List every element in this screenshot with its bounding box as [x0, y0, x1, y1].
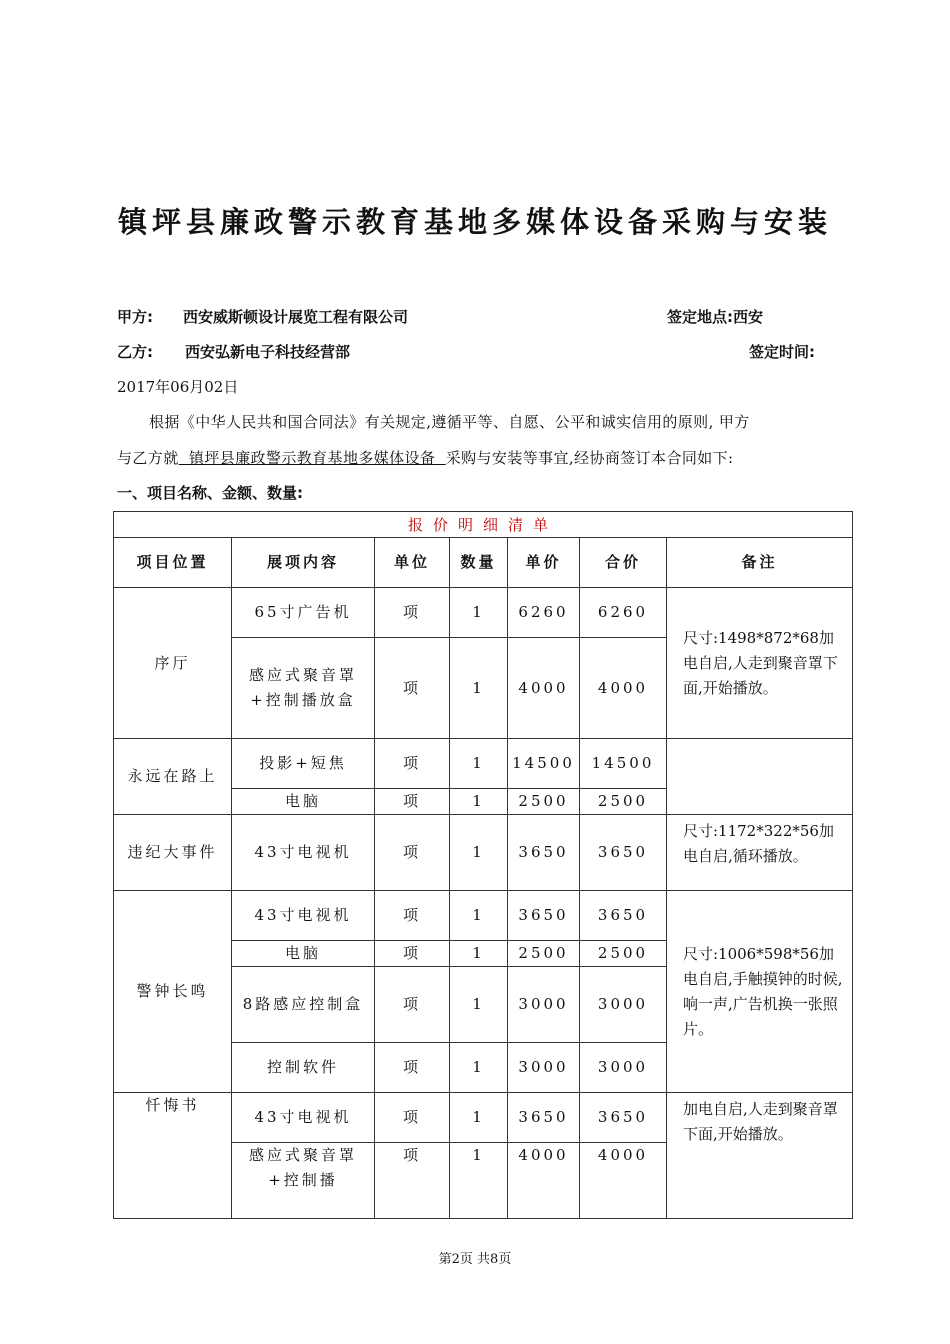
intro-project-name: 镇坪县廉政警示教育基地多媒体设备 — [178, 449, 446, 467]
sign-place-value: 西安 — [733, 308, 764, 326]
item-price: 4000 — [508, 638, 580, 739]
item-total: 2500 — [580, 941, 667, 967]
item-unit: 项 — [375, 967, 450, 1043]
item-content: 感应式聚音罩+控制播 — [232, 1143, 375, 1219]
item-content: 65寸广告机 — [232, 588, 375, 638]
item-price: 4000 — [508, 1143, 580, 1219]
item-unit: 项 — [375, 739, 450, 789]
quotation-table — [113, 511, 853, 1219]
group-note: 尺寸:1498*872*68加电自启,人走到聚音罩下面,开始播放。 — [667, 588, 853, 739]
header-content: 展项内容 — [232, 538, 375, 588]
item-price: 3000 — [508, 967, 580, 1043]
header-unit: 单位 — [375, 538, 450, 588]
item-qty: 1 — [450, 815, 508, 891]
item-qty: 1 — [450, 739, 508, 789]
item-content: 投影+短焦 — [232, 739, 375, 789]
party-a-name: 西安威斯顿设计展览工程有限公司 — [183, 308, 409, 326]
item-price: 3650 — [508, 891, 580, 941]
group-location: 序厅 — [114, 588, 232, 739]
item-unit: 项 — [375, 588, 450, 638]
page-footer: 第2页 共8页 — [438, 1252, 512, 1267]
party-a-label: 甲方: — [117, 308, 153, 326]
header-qty: 数量 — [450, 538, 508, 588]
header-location: 项目位置 — [114, 538, 232, 588]
item-qty: 1 — [450, 588, 508, 638]
item-qty: 1 — [450, 891, 508, 941]
group-location: 永远在路上 — [114, 739, 232, 815]
group-location: 忏悔书 — [114, 1093, 232, 1219]
item-qty: 1 — [450, 967, 508, 1043]
item-qty: 1 — [450, 941, 508, 967]
header-note: 备注 — [667, 538, 853, 588]
item-qty: 1 — [450, 789, 508, 815]
item-price: 2500 — [508, 941, 580, 967]
item-unit: 项 — [375, 1093, 450, 1143]
intro-pre: 与乙方就 — [117, 449, 179, 467]
item-price: 6260 — [508, 588, 580, 638]
item-content: 电脑 — [232, 941, 375, 967]
item-price: 3650 — [508, 815, 580, 891]
item-total: 14500 — [580, 739, 667, 789]
sign-time-label: 签定时间: — [749, 343, 815, 361]
item-unit: 项 — [375, 789, 450, 815]
item-total: 2500 — [580, 789, 667, 815]
item-unit: 项 — [375, 815, 450, 891]
item-price: 14500 — [508, 739, 580, 789]
item-content: 感应式聚音罩+控制播放盒 — [232, 638, 375, 739]
item-content: 43寸电视机 — [232, 815, 375, 891]
item-unit: 项 — [375, 1143, 450, 1219]
item-total: 3000 — [580, 1043, 667, 1093]
contract-date: 2017年06月02日 — [117, 378, 239, 396]
item-unit: 项 — [375, 941, 450, 967]
item-total: 3650 — [580, 891, 667, 941]
item-content: 8路感应控制盒 — [232, 967, 375, 1043]
group-note: 尺寸:1172*322*56加电自启,循环播放。 — [667, 815, 853, 891]
group-location: 违纪大事件 — [114, 815, 232, 891]
group-note: 尺寸:1006*598*56加电自启,手触摸钟的时候,响一声,广告机换一张照片。 — [667, 891, 853, 1093]
sign-place — [667, 306, 763, 327]
item-qty: 1 — [450, 638, 508, 739]
item-total: 3000 — [580, 967, 667, 1043]
item-content: 电脑 — [232, 789, 375, 815]
item-unit: 项 — [375, 638, 450, 739]
intro-post: 采购与安装等事宜,经协商签订本合同如下: — [445, 449, 734, 467]
item-content: 43寸电视机 — [232, 891, 375, 941]
item-qty: 1 — [450, 1093, 508, 1143]
sign-place-label: 签定地点: — [667, 308, 733, 326]
item-unit: 项 — [375, 891, 450, 941]
header-total: 合价 — [580, 538, 667, 588]
intro-line-1: 根据《中华人民共和国合同法》有关规定,遵循平等、自愿、公平和诚实信用的原则, 甲方 — [149, 413, 750, 431]
group-note: 加电自启,人走到聚音罩下面,开始播放。 — [667, 1093, 853, 1219]
item-unit: 项 — [375, 1043, 450, 1093]
item-content: 控制软件 — [232, 1043, 375, 1093]
group-location: 警钟长鸣 — [114, 891, 232, 1093]
item-qty: 1 — [450, 1043, 508, 1093]
item-total: 3650 — [580, 1093, 667, 1143]
document-title: 镇坪县廉政警示教育基地多媒体设备采购与安装 — [117, 205, 832, 239]
item-price: 3650 — [508, 1093, 580, 1143]
table-caption: 报价明细清单 — [114, 512, 853, 538]
item-total: 6260 — [580, 588, 667, 638]
party-b-label: 乙方: — [117, 343, 153, 361]
item-total: 3650 — [580, 815, 667, 891]
item-price: 3000 — [508, 1043, 580, 1093]
intro-line-2 — [117, 447, 734, 468]
header-price: 单价 — [508, 538, 580, 588]
item-qty: 1 — [450, 1143, 508, 1219]
item-price: 2500 — [508, 789, 580, 815]
section-1-heading: 一、项目名称、金额、数量: — [117, 484, 303, 502]
item-content: 43寸电视机 — [232, 1093, 375, 1143]
party-b-name: 西安弘新电子科技经营部 — [185, 343, 351, 361]
item-total: 4000 — [580, 1143, 667, 1219]
item-total: 4000 — [580, 638, 667, 739]
group-note — [667, 739, 853, 815]
